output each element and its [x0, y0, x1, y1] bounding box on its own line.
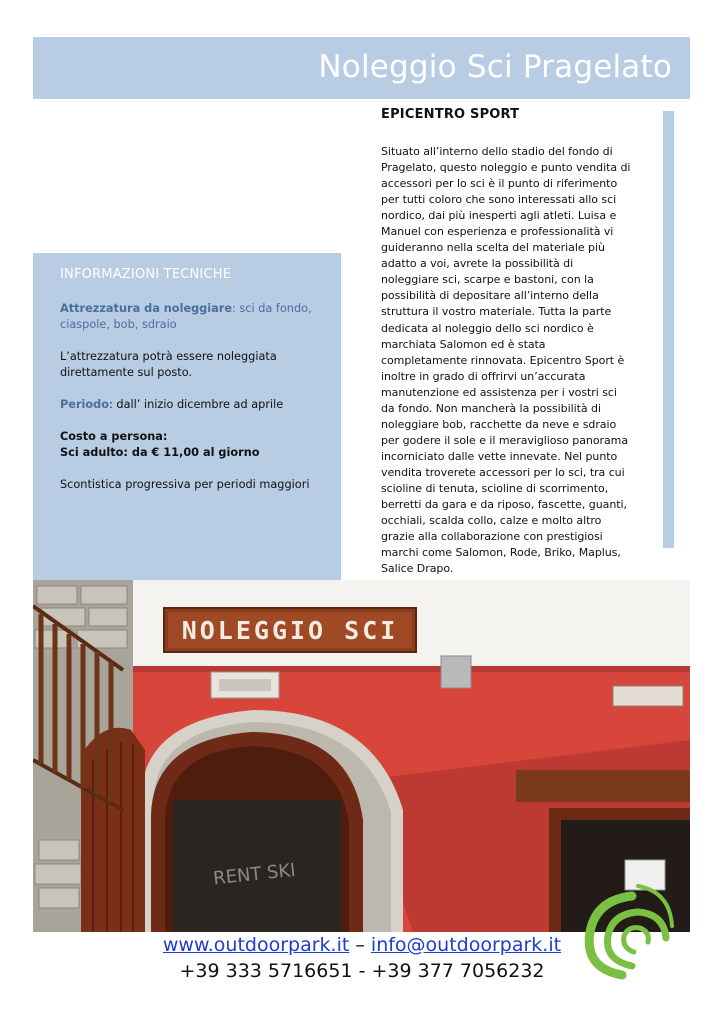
technical-info-box: [33, 253, 341, 583]
discount-note: Scontistica progressiva per periodi maggiori: [60, 478, 310, 491]
article-title: EPICENTRO SPORT: [381, 107, 520, 122]
rental-note: L’attrezzatura potrà essere noleggiata direttamente sul posto.: [60, 350, 277, 379]
title-banner: [33, 37, 690, 99]
page-title: Noleggio Sci Pragelato: [318, 49, 672, 85]
cost-label: Costo a persona:: [60, 430, 168, 443]
info-heading: INFORMAZIONI TECNICHE: [60, 267, 232, 282]
equipment-label: Attrezzatura da noleggiare: [60, 302, 233, 315]
decorative-side-bar: [663, 111, 674, 548]
article-section: [381, 107, 631, 577]
glass-text: RENT SKI: [212, 859, 297, 890]
cost-value: Sci adulto: da € 11,00 al giorno: [60, 446, 260, 459]
outdoorpark-logo-icon: [582, 880, 676, 980]
equipment-value: : sci da fondo, ciaspole, bob, sdraio: [60, 302, 312, 331]
period-value: : dall’ inizio dicembre ad aprile: [109, 398, 284, 411]
period-label: Periodo: [60, 398, 109, 411]
website-link[interactable]: www.outdoorpark.it: [162, 934, 350, 956]
cost-block: [60, 429, 327, 461]
equipment-line: [60, 301, 327, 333]
period-line: [60, 397, 327, 413]
article-body: Situato all’interno dello stadio del fondo di Pragelato, questo noleggio e punto vendita di accessori per lo sci è il punto di riferimento per tutti coloro che sono interessati allo sci nordico, dai più inesperti agli atleti. Luisa e Manuel con esperienza e professionalità vi guideranno nella scelta del materiale più adatto a voi, avrete la possibilità di noleggiare sci, scarpe e bastoni, con la possibilità di depositare all’interno della struttura il vostro materiale. Tutta la parte dedicata al noleggio dello sci nordico è marchiata Salomon ed è stata completamente rinnovata. Epicentro Sport è inoltre in grado di offrirvi un’accurata manutenzione ed assistenza per i vostri sci da fondo. Non mancherà la possibilità di noleggiare bob, racchette da neve e sdraio per godere il sole e il meraviglioso panorama incorniciato dalle vette innevate. Nel punto vendita troverete accessori per lo sci, tra cui scioline di tenuta, scioline di scorrimento, berretti da gara e da riposo, fascette, guanti, occhiali, scalda collo, calze e molto altro grazie alla collaborazione con prestigiosi marchi come Salomon, Rode, Briko, Maplus, Salice Drapo.: [381, 145, 631, 576]
footer-separator: –: [349, 934, 371, 956]
phone-numbers: +39 333 5716651 - +39 377 7056232: [179, 960, 545, 982]
sign-text: NOLEGGIO SCI: [181, 616, 399, 645]
email-link[interactable]: info@outdoorpark.it: [370, 934, 562, 956]
